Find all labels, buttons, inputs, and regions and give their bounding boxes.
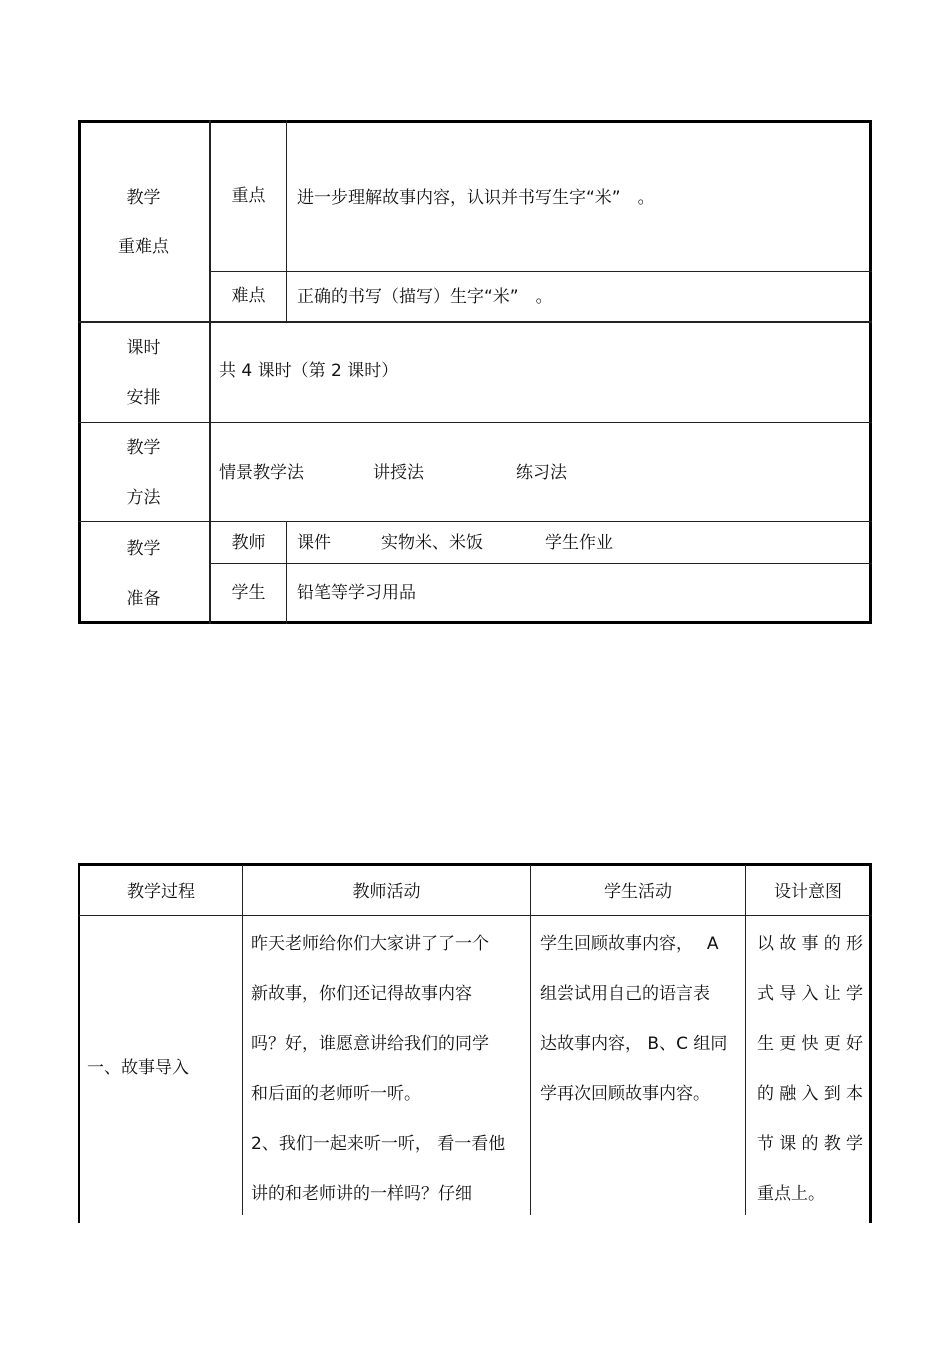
student-activity-text: [540, 919, 727, 1119]
column-divider: [530, 865, 531, 1215]
text-line: 和后面的老师听一听。: [251, 1084, 421, 1104]
row-divider: [78, 321, 872, 323]
text-line: 节课的教学: [757, 1134, 863, 1154]
text-line: 学再次回顾故事内容。: [540, 1084, 710, 1104]
key-points-label: 教学: [126, 188, 161, 208]
design-intent-text: [757, 919, 863, 1219]
text-line: 达故事内容， B、C 组同: [540, 1034, 728, 1054]
text-line: 组尝试用自己的语言表: [540, 984, 710, 1004]
header-teacher-activity: 教师活动: [352, 882, 421, 902]
text-line: 新故事，你们还记得故事内容: [251, 984, 472, 1004]
teacher-item: 学生作业: [545, 533, 613, 553]
focus-label: 重点: [231, 186, 266, 206]
text-line: 以故事的形: [757, 934, 863, 954]
difficulty-label: 难点: [231, 286, 266, 306]
text-line: 的融入到本: [757, 1084, 863, 1104]
student-label: 学生: [231, 583, 266, 603]
student-items: 铅笔等学习用品: [297, 583, 416, 603]
teacher-item: 课件: [297, 533, 331, 553]
row-divider: [78, 422, 872, 423]
text-line: 昨天老师给你们大家讲了了一个: [251, 934, 489, 954]
header-student-activity: 学生活动: [604, 882, 672, 902]
method-item: 讲授法: [373, 463, 424, 483]
schedule-label: 安排: [126, 388, 161, 408]
column-divider: [286, 522, 287, 624]
text-line: 学生回顾故事内容， A: [540, 934, 719, 954]
text-line: 讲的和老师讲的一样吗？仔细: [251, 1184, 472, 1204]
schedule-text: 共 4 课时（第 2 课时）: [219, 361, 399, 381]
key-points-label: 重难点: [118, 237, 169, 257]
text-line: 生更快更好: [757, 1034, 863, 1054]
method-label: 方法: [126, 488, 161, 508]
teacher-activity-text: [251, 919, 505, 1219]
text-line: 2、我们一起来听一听， 看一看他: [251, 1134, 506, 1154]
text-line: 吗？好，谁愿意讲给我们的同学: [251, 1034, 489, 1054]
teacher-item: 实物米、米饭: [381, 533, 483, 553]
method-item: 练习法: [516, 463, 567, 483]
row-divider: [210, 563, 872, 564]
column-divider: [242, 865, 243, 1215]
text-line: 重点上。: [757, 1184, 825, 1204]
method-item: 情景教学法: [219, 463, 304, 483]
header-design-intent: 设计意图: [774, 882, 842, 902]
row-divider: [78, 521, 872, 522]
header-process: 教学过程: [127, 882, 195, 902]
difficulty-text: 正确的书写（描写）生字“米” 。: [297, 287, 553, 307]
focus-text: 进一步理解故事内容，认识并书写生字“米” 。: [297, 188, 655, 208]
prep-label: 教学: [126, 539, 161, 559]
method-label: 教学: [126, 438, 161, 458]
row-divider: [210, 271, 872, 272]
text-line: 式导入让学: [757, 984, 863, 1004]
stage-name: 一、故事导入: [87, 1058, 189, 1078]
prep-label: 准备: [126, 589, 161, 609]
column-divider: [745, 865, 746, 1215]
teacher-label: 教师: [231, 533, 266, 553]
header-divider: [78, 915, 872, 916]
column-divider: [286, 120, 287, 322]
schedule-label: 课时: [126, 338, 161, 358]
